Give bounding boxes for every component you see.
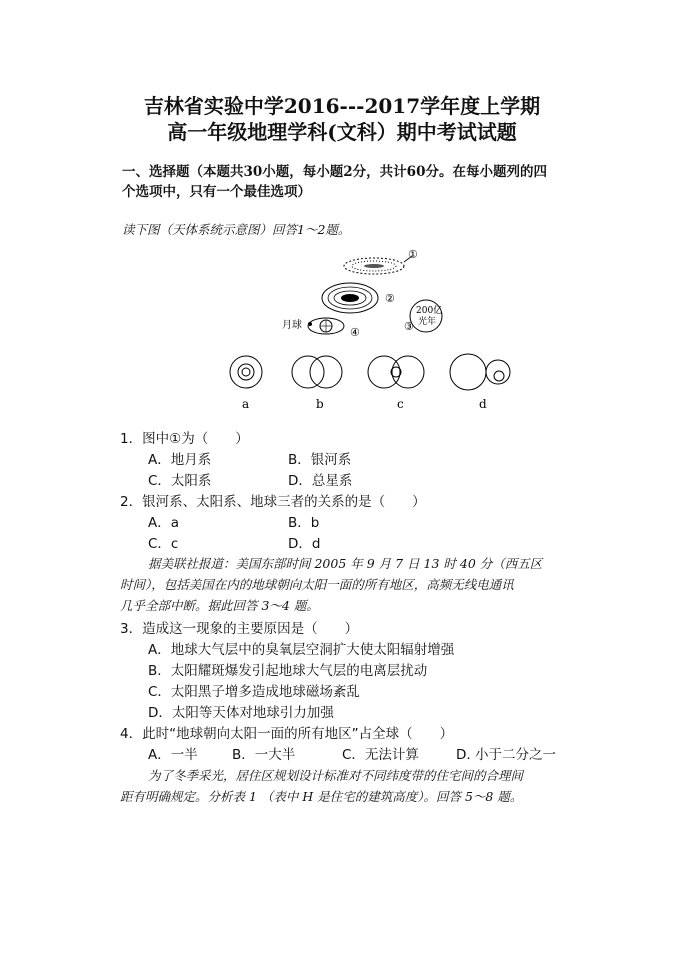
option-c-diagram [368, 356, 424, 388]
question-3-stem: 3．造成这一现象的主要原因是（ ） [120, 621, 359, 637]
option-c-label: c [397, 397, 404, 411]
passage-3-4-line1: 据美联社报道：美国东部时间 2005 年 9 月 7 日 13 时 40 分（西五区 [148, 556, 543, 571]
q4-option-d[interactable]: D. 小于二分之一 [456, 747, 556, 763]
section1-heading-cont: 个选项中，只有一个最佳选项） [122, 184, 311, 200]
diagram-label-4: ④ [350, 326, 360, 339]
q1-option-b[interactable]: B．银河系 [288, 452, 352, 468]
q4-option-a[interactable]: A．一半 [148, 747, 198, 763]
q2-option-c[interactable]: C．c [148, 536, 179, 552]
passage-5-8-line2: 距有明确规定。分析表 1 （表中 H 是住宅的建筑高度）。回答 5～8 题。 [120, 789, 523, 804]
diagram-label-3: ③ [404, 320, 414, 333]
earth-moon-ellipse [308, 318, 344, 334]
option-b-diagram [292, 356, 342, 388]
q3-option-a[interactable]: A．地球大气层中的臭氧层空洞扩大使太阳辐射增强 [148, 642, 455, 658]
total-galaxy-ellipse [344, 258, 404, 274]
option-d-label: d [479, 397, 487, 411]
distance-label-2: 光年 [418, 317, 437, 327]
page-title-line2: 高一年级地理学科(文科）期中考试试题 [167, 120, 517, 144]
question-2-stem: 2．银河系、太阳系、地球三者的关系的是（ ） [120, 494, 426, 510]
moon-label: 月球 [282, 320, 302, 331]
diagram-label-2: ② [385, 292, 395, 305]
q4-option-b[interactable]: B．一大半 [232, 747, 296, 763]
section1-heading: 一、选择题（本题共30小题，每小题2分，共计60分。在每小题列的四 [122, 164, 547, 180]
option-d-diagram [450, 354, 510, 390]
option-b-label: b [316, 397, 324, 411]
q3-option-b[interactable]: B．太阳耀斑爆发引起地球大气层的电离层扰动 [148, 663, 428, 679]
question-1-stem: 1．图中①为（ ） [120, 431, 249, 447]
passage-5-8-line1: 为了冬季采光，居住区规划设计标准对不同纬度带的住宅间的合理间 [148, 768, 524, 783]
diagram-label-1: ① [408, 248, 418, 261]
q1-option-a[interactable]: A．地月系 [148, 452, 212, 468]
question-4-stem: 4．此时“地球朝向太阳一面的所有地区”占全球（ ） [120, 726, 454, 742]
q2-option-a[interactable]: A．a [148, 515, 180, 531]
milky-way-ellipse [322, 283, 378, 313]
intro-q1-2: 读下图（天体系统示意图）回答1～2题。 [122, 222, 351, 237]
q4-option-c[interactable]: C．无法计算 [342, 747, 419, 763]
q2-option-b[interactable]: B．b [288, 515, 320, 531]
page-title-line1: 吉林省实验中学2016---2017学年度上学期 [143, 94, 541, 118]
q1-option-c[interactable]: C．太阳系 [148, 473, 212, 489]
distance-label-1: 200亿 [416, 306, 443, 316]
celestial-system-diagram [220, 240, 520, 420]
option-a-diagram [230, 356, 262, 388]
q3-option-d[interactable]: D．太阳等天体对地球引力加强 [148, 705, 334, 721]
q3-option-c[interactable]: C．太阳黑子增多造成地球磁场紊乱 [148, 684, 360, 700]
passage-3-4-line3: 几乎全部中断。据此回答 3～4 题。 [120, 598, 319, 613]
q1-option-d[interactable]: D．总星系 [288, 473, 353, 489]
option-a-label: a [242, 397, 250, 411]
universe-scale-circle [410, 300, 442, 332]
q2-option-d[interactable]: D．d [288, 536, 321, 552]
passage-3-4-line2: 时间），包括美国在内的地球朝向太阳一面的所有地区，高频无线电通讯 [120, 577, 514, 592]
